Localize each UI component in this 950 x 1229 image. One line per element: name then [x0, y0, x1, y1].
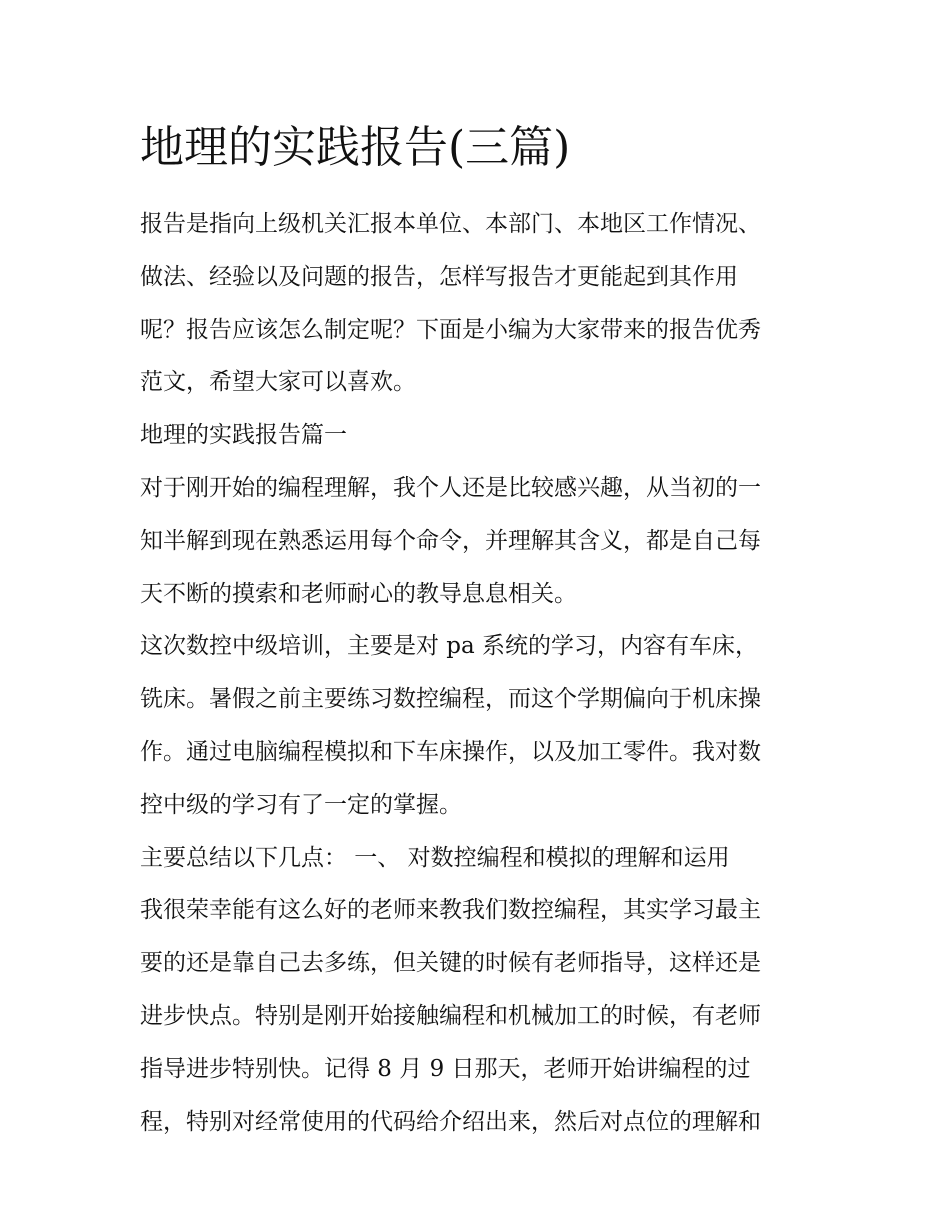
section-heading: 地理的实践报告篇一: [140, 422, 347, 449]
text-line: 呢？报告应该怎么制定呢？下面是小编为大家带来的报告优秀: [140, 316, 761, 343]
text-line: 程，特别对经常使用的代码给介绍出来，然后对点位的理解和: [140, 1108, 761, 1135]
text-line: 控中级的学习有了一定的掌握。: [140, 791, 462, 818]
text-line: 对于刚开始的编程理解，我个人还是比较感兴趣，从当初的一: [140, 474, 761, 501]
text-line: 作。通过电脑编程模拟和下车床操作，以及加工零件。我对数: [140, 738, 761, 765]
document-body: [140, 198, 812, 1148]
document-title: 地理的实践报告(三篇): [140, 122, 571, 173]
text-line: 指导进步特别快。记得 8 月 9 日那天，老师开始讲编程的过: [140, 1055, 751, 1082]
text-line: 进步快点。特别是刚开始接触编程和机械加工的时候，有老师: [140, 1002, 761, 1029]
text-line: 这次数控中级培训，主要是对 pa 系统的学习，内容有车床，: [140, 633, 759, 660]
text-line: 铣床。暑假之前主要练习数控编程，而这个学期偏向于机床操: [140, 686, 761, 713]
text-line: 报告是指向上级机关汇报本单位、本部门、本地区工作情况、: [140, 211, 761, 237]
text-line: 范文，希望大家可以喜欢。: [140, 369, 416, 396]
text-line: 主要总结以下几点： 一、 对数控编程和模拟的理解和运用: [140, 844, 730, 871]
text-line: 我很荣幸能有这么好的老师来教我们数控编程，其实学习最主: [140, 897, 761, 924]
text-line: 天不断的摸索和老师耐心的教导息息相关。: [140, 580, 577, 607]
text-line: 要的还是靠自己去多练，但关键的时候有老师指导，这样还是: [140, 950, 761, 977]
text-line: 知半解到现在熟悉运用每个命令，并理解其含义，都是自己每: [140, 527, 761, 554]
text-line: 做法、经验以及问题的报告，怎样写报告才更能起到其作用: [140, 263, 738, 290]
